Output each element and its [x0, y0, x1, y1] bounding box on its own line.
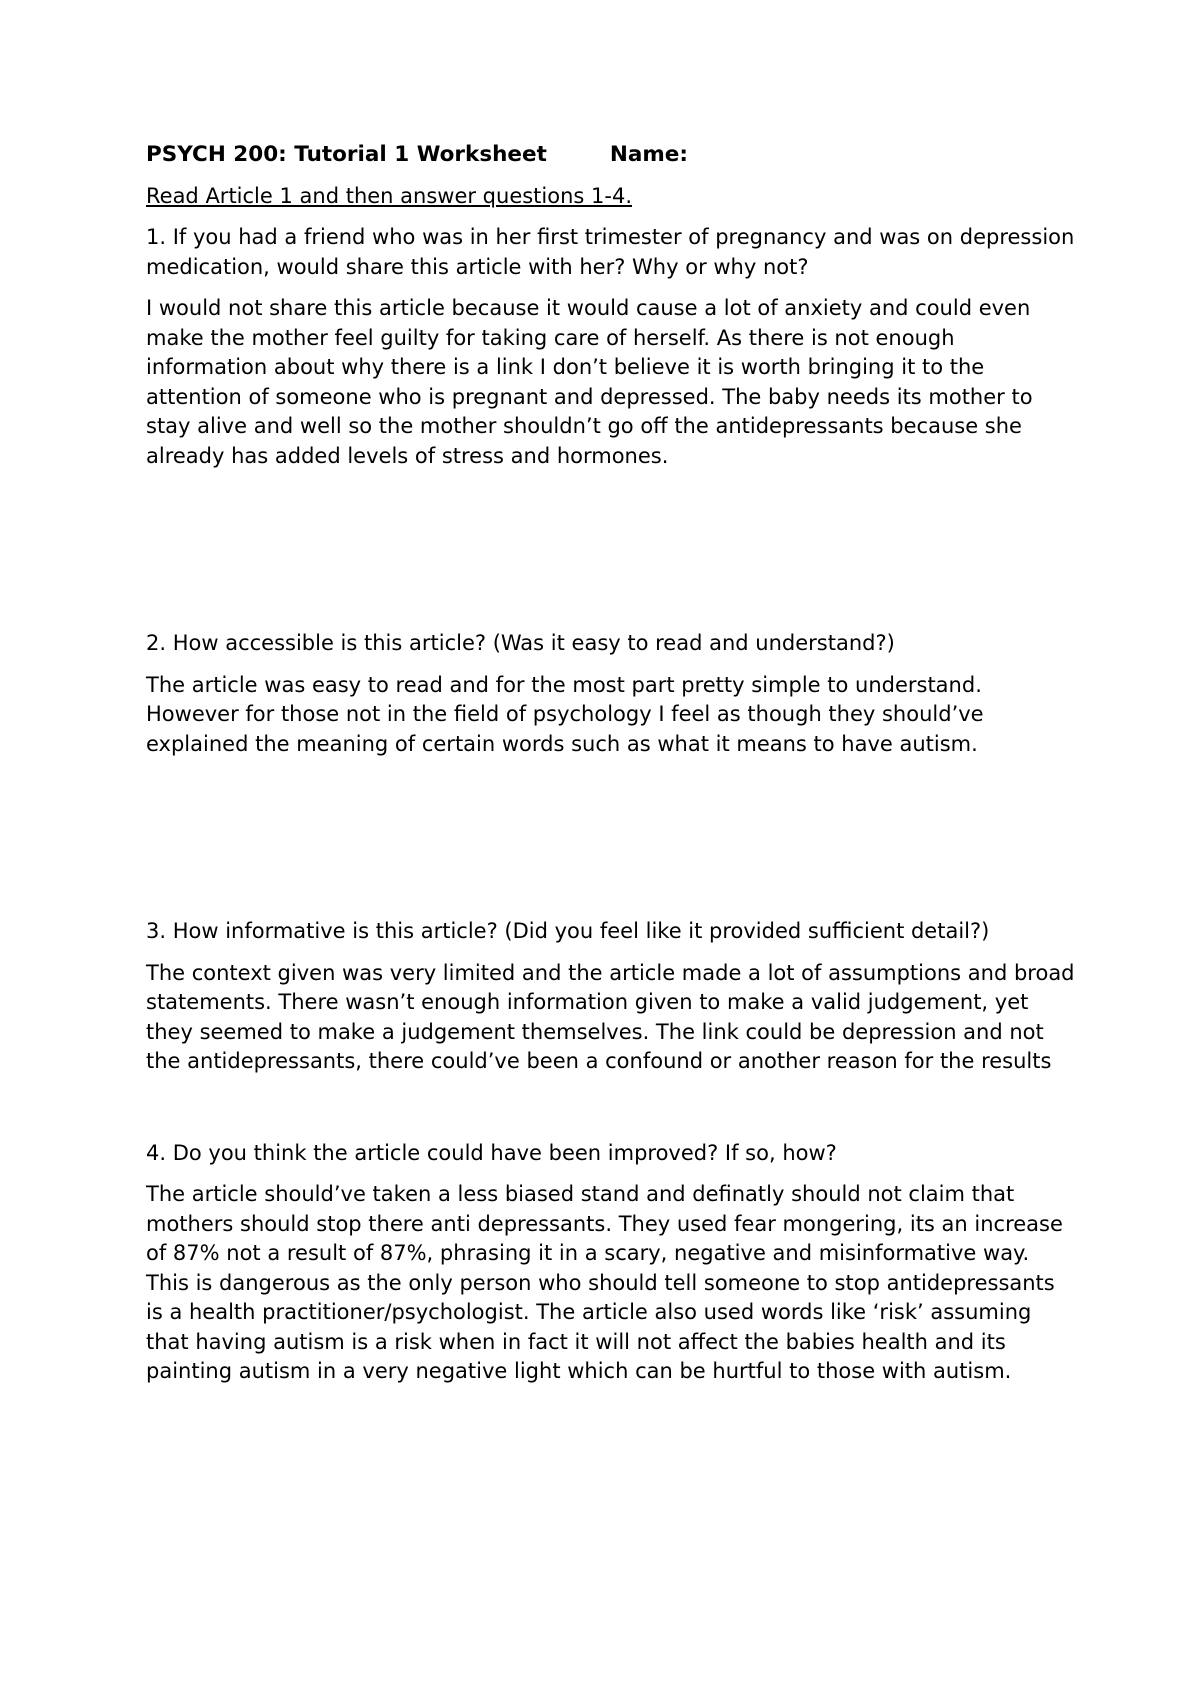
worksheet-header	[146, 140, 1076, 170]
question-4: 4. Do you think the article could have been improved? If so, how?	[146, 1140, 837, 1165]
answer-2: The article was easy to read and for the most part pretty simple to understand. However for those not in the field of psychology I feel as though they should’ve explained the meaning of certain words such as what it means to have autism.	[146, 672, 984, 756]
answer-1: I would not share this article because it would cause a lot of anxiety and could even make the mother feel guilty for taking care of herself. As there is not enough information about why there is a link I don’t believe it is worth bringing it to the attention of someone who is pregnant and depressed. The baby needs its mother to stay alive and well so the mother shouldn’t go off the antidepressants because she already has added levels of stress and hormones.	[146, 296, 1033, 468]
instruction-text: Read Article 1 and then answer questions 1-4.	[146, 183, 632, 208]
question-1: 1. If you had a friend who was in her first trimester of pregnancy and was on depression medication, would share this article with her? Why or why not?	[146, 225, 1075, 279]
worksheet-content	[146, 140, 1076, 1387]
question-3: 3. How informative is this article? (Did you feel like it provided sufficient detail?)	[146, 919, 990, 943]
answer-4: The article should’ve taken a less biased stand and definatly should not claim that mothers should stop there anti depressants. They used fear mongering, its an increase of 87% not a result of 87%, phrasing it in a scary, negative and misinformative way. This is dangerous as the only person who should tell someone to stop antidepressants is a health practitioner/psychologist. The article also used words like ‘risk’ assuming that having autism is a risk when in fact it will not affect the babies health and its painting autism in a very negative light which can be hurtful to those with autism.	[146, 1182, 1063, 1383]
name-label: Name:	[609, 142, 688, 167]
answer-3: The context given was very limited and the article made a lot of assumptions and broad statements. There wasn’t enough information given to make a valid judgement, yet they seemed to make a judgement themselves. The link could be depression and not the antidepressants, there could’ve been a confound or another reason for the results	[146, 960, 1075, 1073]
worksheet-title: PSYCH 200: Tutorial 1 Worksheet	[146, 142, 547, 167]
question-2: 2. How accessible is this article? (Was it easy to read and understand?)	[146, 631, 895, 655]
